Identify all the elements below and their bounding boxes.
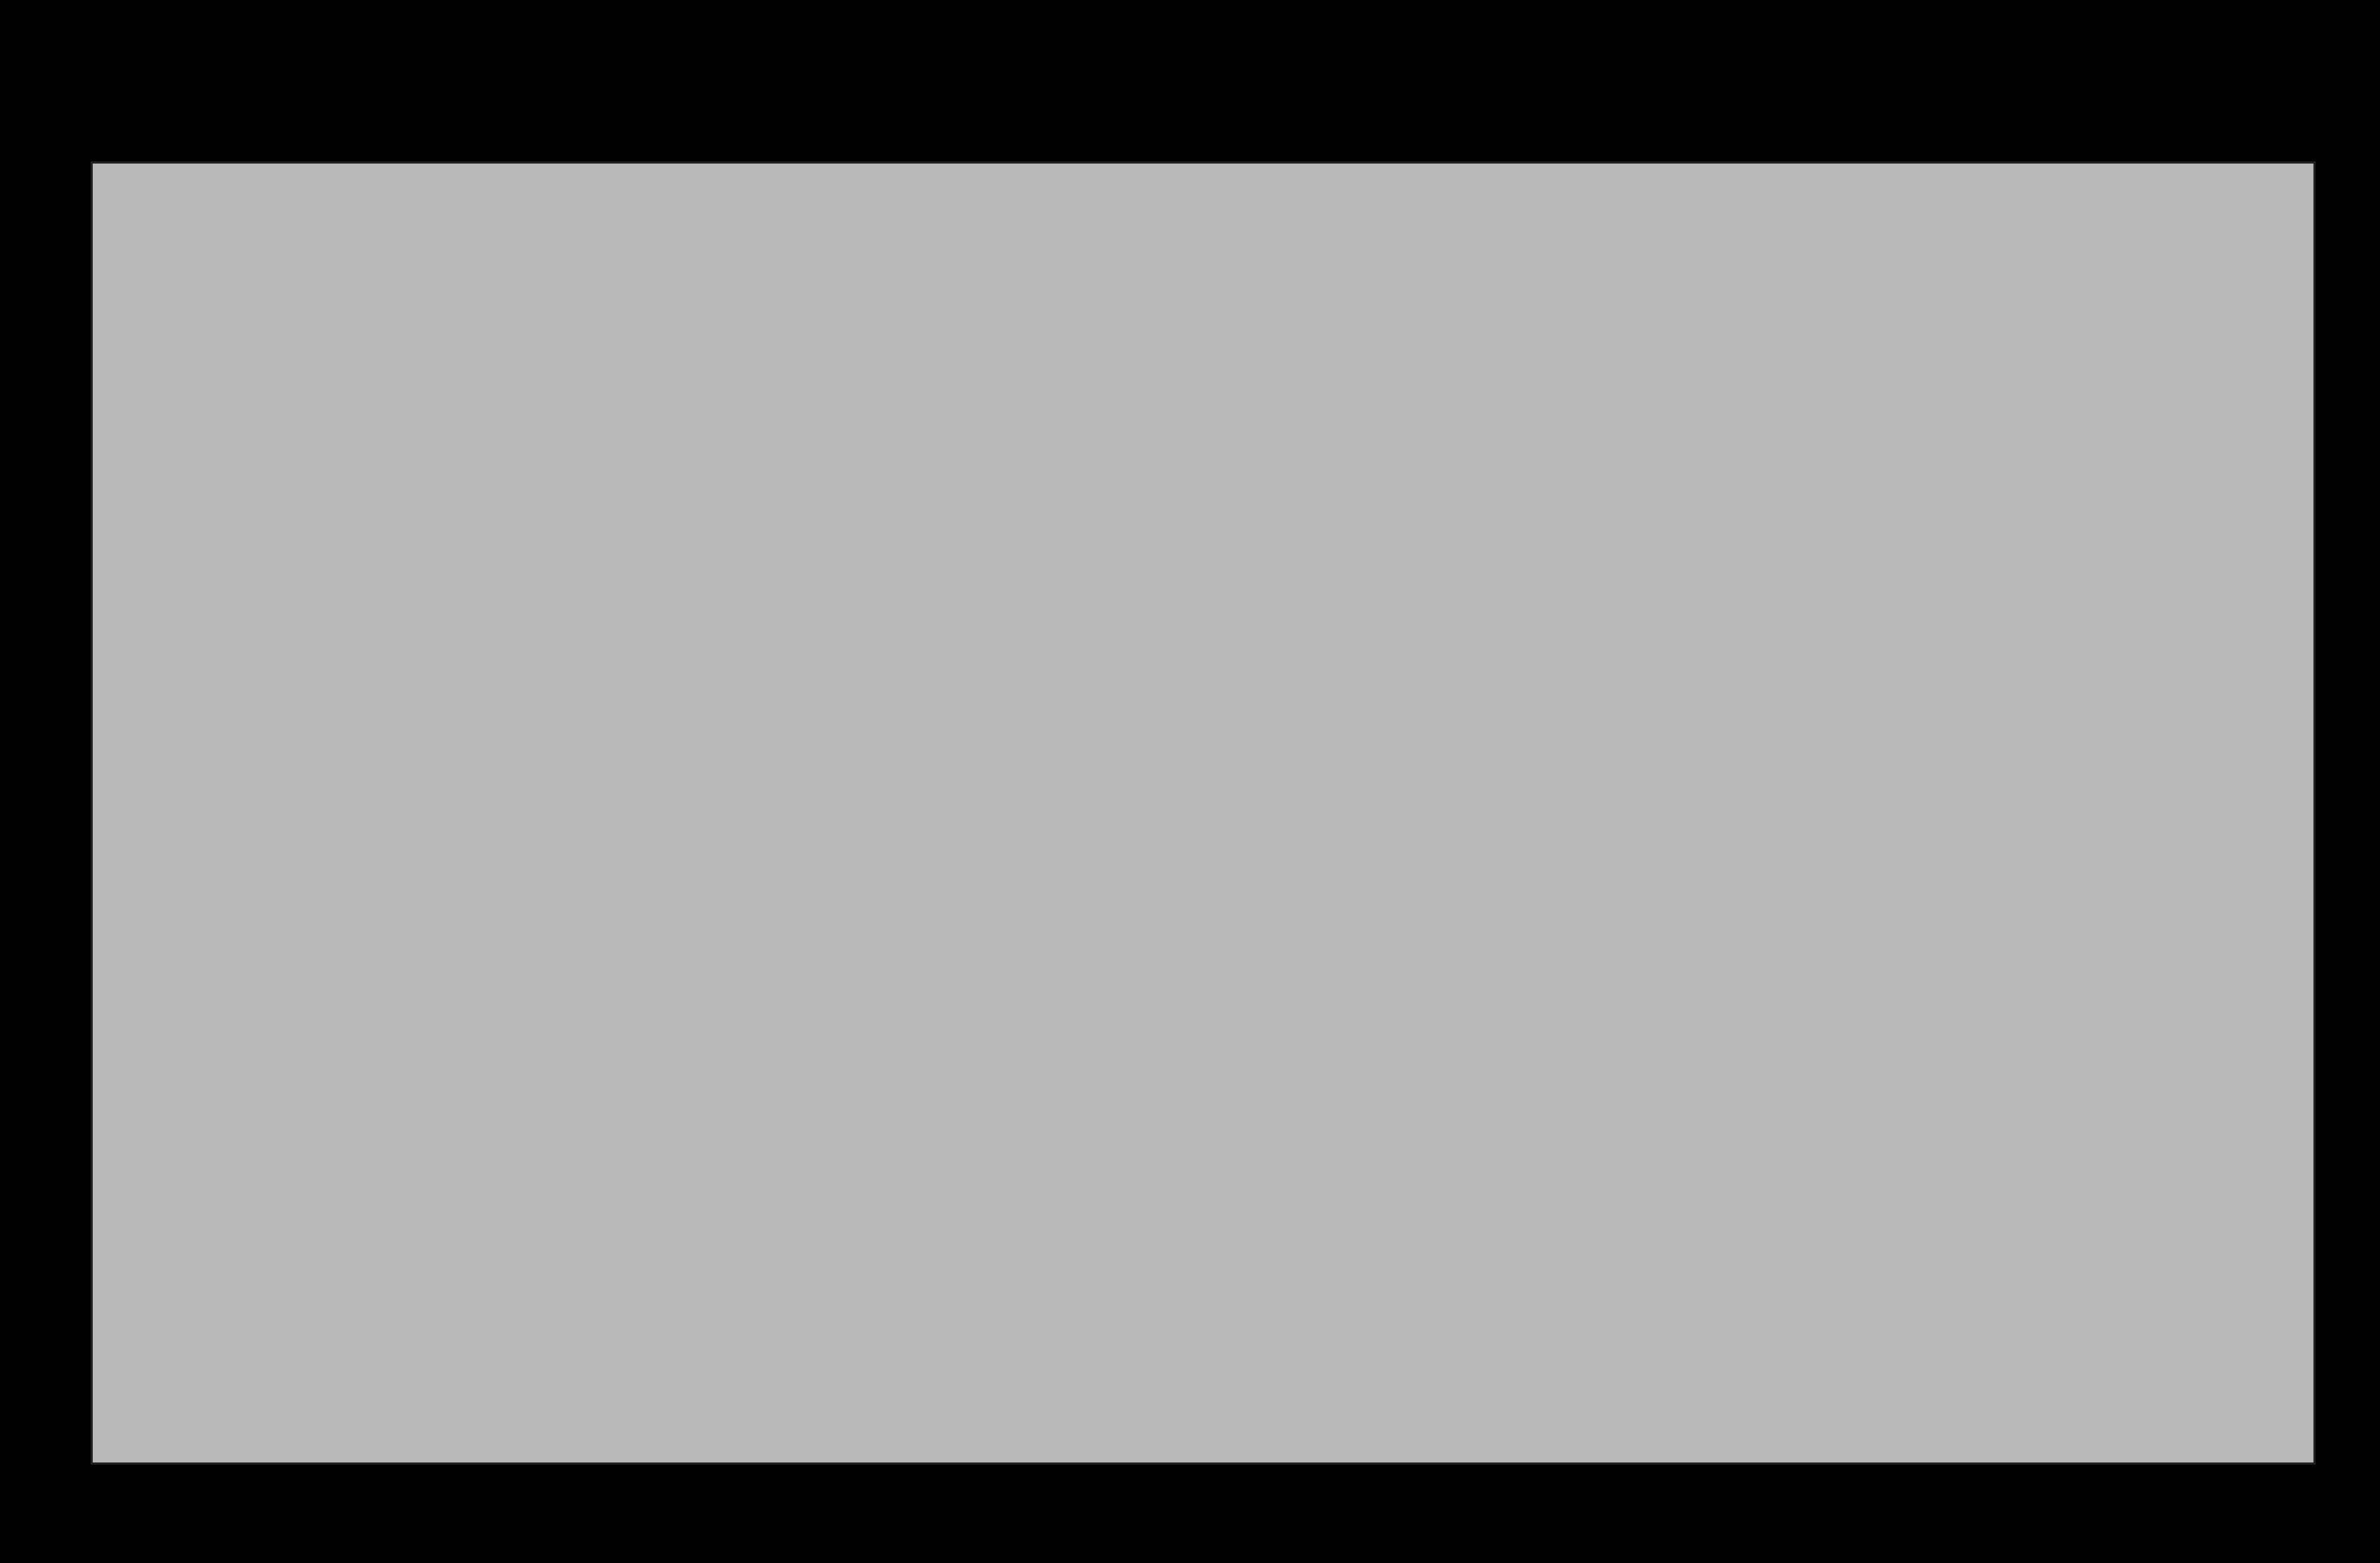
middle-section xyxy=(93,518,2313,999)
crop-table xyxy=(93,164,2313,518)
lease-table xyxy=(93,999,2313,1462)
census-card-sheet xyxy=(91,161,2316,1465)
